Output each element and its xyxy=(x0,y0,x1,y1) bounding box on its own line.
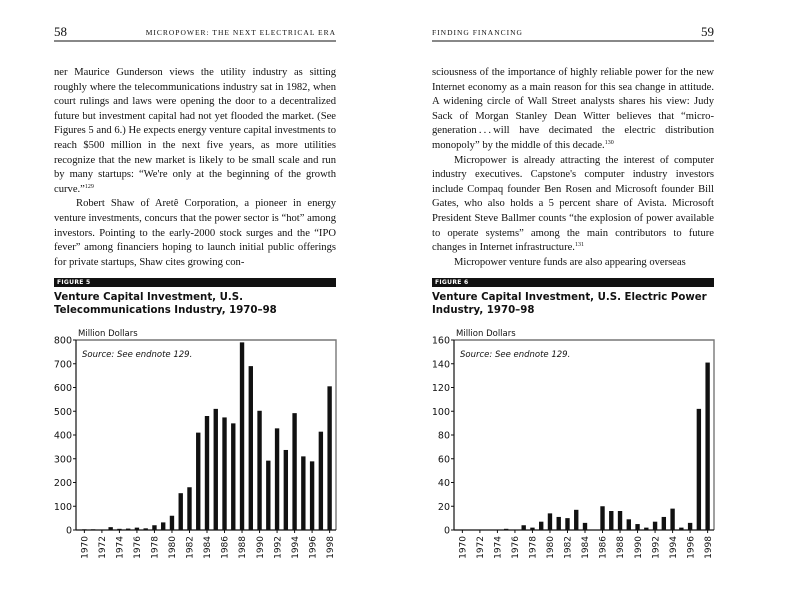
x-tick-label: 1980 xyxy=(546,536,557,559)
bar xyxy=(565,518,569,530)
bar-chart-telecom xyxy=(40,320,340,575)
bar xyxy=(161,522,165,530)
endnote-ref: 130 xyxy=(604,139,614,146)
x-tick-label: 1994 xyxy=(668,536,679,559)
running-header xyxy=(54,22,336,42)
x-tick-label: 1974 xyxy=(115,536,126,559)
bar xyxy=(679,528,683,530)
bar xyxy=(222,417,226,530)
y-tick-label: 140 xyxy=(431,359,450,371)
x-tick-label: 1982 xyxy=(563,536,574,559)
source-note: Source: See endnote 129. xyxy=(82,350,193,360)
bar xyxy=(126,529,130,530)
bar xyxy=(196,433,200,530)
bar xyxy=(688,523,692,530)
bar xyxy=(653,522,657,530)
x-tick-label: 1988 xyxy=(616,536,627,559)
bar xyxy=(275,428,279,530)
bar xyxy=(327,386,331,530)
bar xyxy=(319,432,323,530)
y-tick-label: 100 xyxy=(431,406,450,418)
x-tick-label: 1994 xyxy=(290,536,301,559)
bar xyxy=(292,413,296,530)
x-tick-label: 1980 xyxy=(168,536,179,559)
x-tick-label: 1986 xyxy=(598,536,609,559)
x-tick-label: 1976 xyxy=(133,536,144,559)
y-tick-label: 700 xyxy=(53,359,72,371)
source-note: Source: See endnote 129. xyxy=(460,350,571,360)
bar xyxy=(635,524,639,530)
x-tick-label: 1998 xyxy=(703,536,714,559)
bar xyxy=(574,510,578,530)
x-tick-label: 1984 xyxy=(203,536,214,559)
bar xyxy=(284,450,288,530)
paragraph: sciousness of the importance of highly reliable power for the new Internet economy as a main reason for this sea change in attitude. A widening circle of Wall Street analysts shares his view: Judy Sack of Morgan Stanley Dean Witter believes that “micro-generation . . . will have decimated the electric distribution monopoly” by the middle of this decade.$^{130}$ xyxy=(432,67,714,151)
bar xyxy=(214,409,218,530)
bar xyxy=(187,487,191,530)
running-header xyxy=(432,22,714,42)
endnote-ref: 129 xyxy=(84,183,94,190)
x-tick-label: 1972 xyxy=(98,536,109,559)
bar-chart-electric xyxy=(418,320,718,575)
x-tick-label: 1992 xyxy=(273,536,284,559)
y-tick-label: 200 xyxy=(53,478,72,489)
y-axis-label: Million Dollars xyxy=(456,329,516,339)
y-tick-label: 400 xyxy=(53,430,72,442)
x-tick-label: 1982 xyxy=(185,536,196,559)
bar xyxy=(117,529,121,530)
bar xyxy=(249,366,253,530)
paragraph: Robert Shaw of Aretê Corporation, a pioneer in energy venture investments, concurs that the power sector is “hot” among investors. Pointing to the early-2000 stock surges and the “IPO fever” among financiers hoping to launch initial public offerings for private startups, Shaw cites growing con- xyxy=(54,198,336,268)
paragraph: ner Maurice Gunderson views the utility industry as sitting roughly where the telecommunications industry sat in 1982, when court rulings and laws were opening the door to a decentralized future but investment capital had not yet flooded the market. (See Figures 5 and 6.) He expects energy venture capital investments to reach $500 million in the next five years, as more utilities recognize that the new market is likely to be small scale and run by many startups: “We're only at the beginning of the growth curve.”$^{129}$ xyxy=(54,67,336,195)
y-tick-label: 20 xyxy=(437,501,450,513)
y-tick-label: 100 xyxy=(53,501,72,513)
bar xyxy=(504,529,508,530)
y-tick-label: 600 xyxy=(53,383,72,394)
y-tick-label: 160 xyxy=(431,335,450,347)
y-tick-label: 80 xyxy=(437,430,450,442)
y-tick-label: 120 xyxy=(431,383,450,394)
y-tick-label: 300 xyxy=(53,454,72,466)
x-tick-label: 1970 xyxy=(458,536,469,559)
y-tick-label: 0 xyxy=(65,525,72,537)
bar xyxy=(152,525,156,530)
page-number: 59 xyxy=(701,24,714,39)
x-tick-label: 1984 xyxy=(581,536,592,559)
bar xyxy=(557,517,561,530)
x-tick-label: 1996 xyxy=(686,536,697,559)
x-tick-label: 1990 xyxy=(633,536,644,559)
body-text xyxy=(432,66,714,270)
x-tick-label: 1970 xyxy=(80,536,91,559)
right-page xyxy=(396,0,792,612)
page-number: 58 xyxy=(54,24,67,39)
bar xyxy=(618,511,622,530)
x-tick-label: 1976 xyxy=(511,536,522,559)
bar xyxy=(662,517,666,530)
bar xyxy=(609,511,613,530)
bar xyxy=(301,456,305,530)
paragraph: Micropower is already attracting the interest of computer industry executives. Capstone's computer industry investors include Compaq founder Ben Rosen and Microsoft founder Bill Gates, who also holds a 5 percent share of Avista. Microsoft President Steve Ballmer counts “the explosion of power available to operate systems” among the main contributors to future changes in Internet infrastructure.$^{131}$ xyxy=(432,154,714,254)
endnote-ref: 131 xyxy=(574,242,584,249)
bar xyxy=(644,528,648,530)
figure-label: FIGURE 5 xyxy=(54,278,336,287)
figure-label: FIGURE 6 xyxy=(432,278,714,287)
x-tick-label: 1988 xyxy=(238,536,249,559)
bar xyxy=(522,525,526,530)
y-axis-label: Million Dollars xyxy=(78,329,138,339)
bar xyxy=(705,363,709,530)
bar xyxy=(91,529,95,530)
bar xyxy=(135,528,139,530)
y-tick-label: 0 xyxy=(443,525,450,537)
bar xyxy=(108,527,112,530)
bar xyxy=(144,528,148,530)
x-tick-label: 1990 xyxy=(255,536,266,559)
bar xyxy=(170,516,174,530)
bar xyxy=(231,423,235,530)
x-tick-label: 1986 xyxy=(220,536,231,559)
bar xyxy=(179,493,183,530)
bar xyxy=(266,461,270,530)
y-tick-label: 40 xyxy=(437,478,450,489)
bar xyxy=(240,342,244,530)
bar xyxy=(205,416,209,530)
running-head-title: FINDING FINANCING xyxy=(432,28,523,37)
bar xyxy=(257,411,261,530)
x-tick-label: 1978 xyxy=(150,536,161,559)
bar xyxy=(627,519,631,530)
x-tick-label: 1978 xyxy=(528,536,539,559)
bar xyxy=(600,506,604,530)
bar xyxy=(670,509,674,530)
x-tick-label: 1996 xyxy=(308,536,319,559)
body-text xyxy=(54,66,336,270)
bar xyxy=(583,523,587,530)
bar xyxy=(539,522,543,530)
figure-title: Venture Capital Investment, U.S. Telecommunications Industry, 1970–98 xyxy=(54,292,277,316)
bar xyxy=(530,528,534,530)
y-tick-label: 500 xyxy=(53,406,72,418)
bar xyxy=(310,461,314,530)
paragraph: Micropower venture funds are also appearing overseas xyxy=(454,256,686,268)
figure-title: Venture Capital Investment, U.S. Electric Power Industry, 1970–98 xyxy=(432,292,707,316)
x-tick-label: 1972 xyxy=(476,536,487,559)
running-head-title: MICROPOWER: THE NEXT ELECTRICAL ERA xyxy=(145,28,336,37)
y-tick-label: 60 xyxy=(437,454,450,466)
y-tick-label: 800 xyxy=(53,335,72,347)
bar xyxy=(697,409,701,530)
x-tick-label: 1992 xyxy=(651,536,662,559)
x-tick-label: 1998 xyxy=(325,536,336,559)
x-tick-label: 1974 xyxy=(493,536,504,559)
bar xyxy=(548,513,552,530)
